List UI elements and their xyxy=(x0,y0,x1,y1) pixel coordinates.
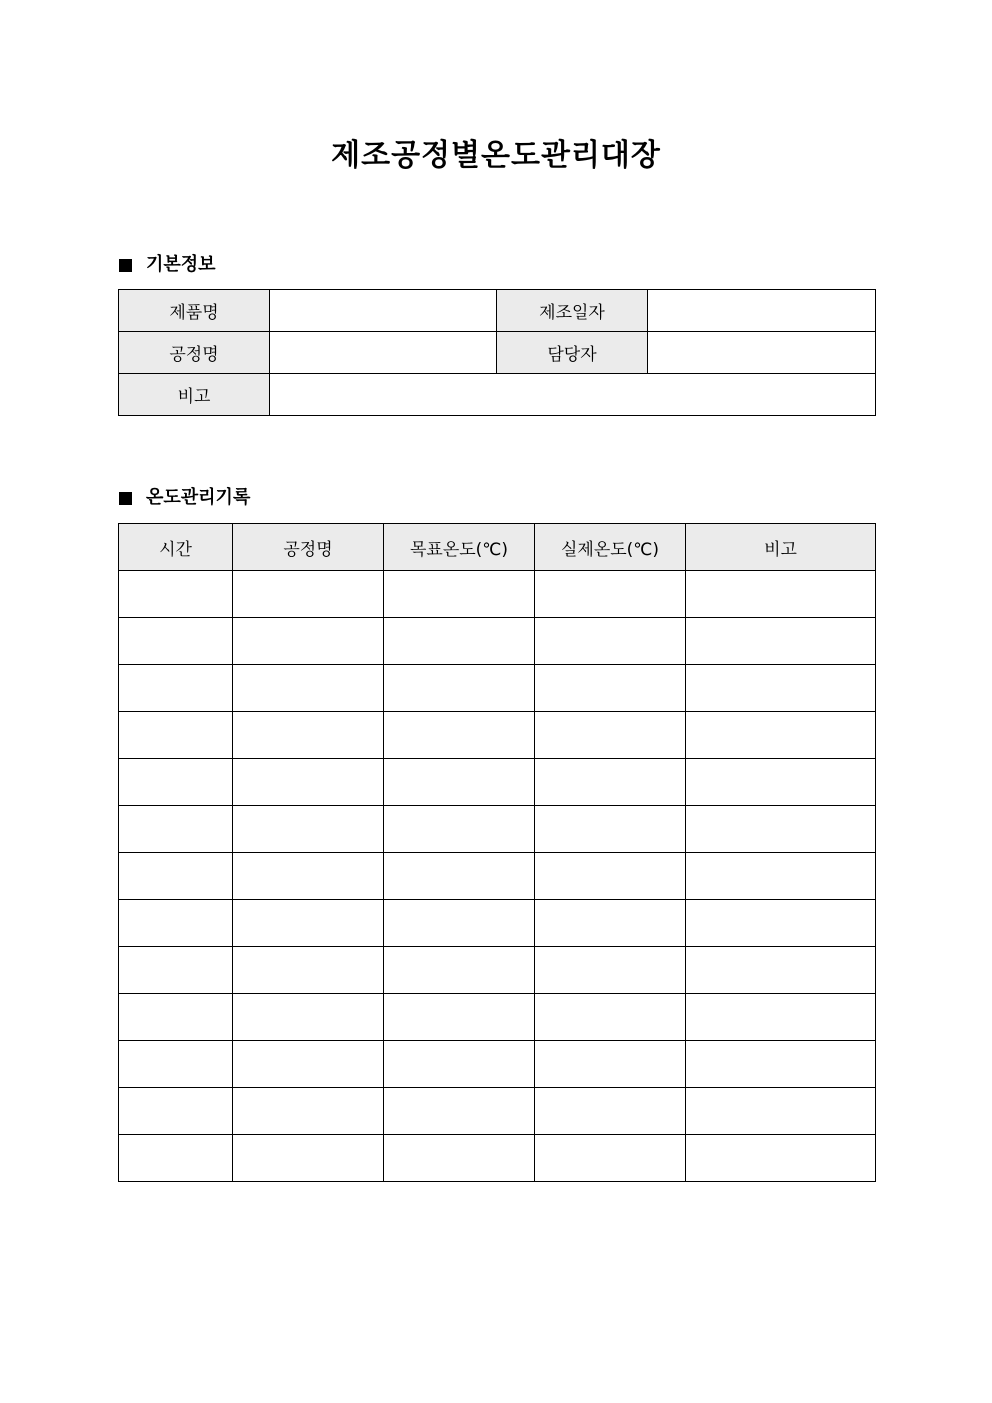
process-name-cell[interactable] xyxy=(233,1135,384,1182)
process-name-cell[interactable] xyxy=(233,759,384,806)
table-row xyxy=(119,290,876,332)
remarks-cell[interactable] xyxy=(686,853,876,900)
process-name-cell[interactable] xyxy=(233,900,384,947)
time-cell[interactable] xyxy=(119,900,233,947)
process-name-cell[interactable] xyxy=(233,853,384,900)
table-row xyxy=(119,947,876,994)
manager-field[interactable] xyxy=(648,332,876,374)
manufacture-date-label: 제조일자 xyxy=(497,290,648,332)
target-temp-cell[interactable] xyxy=(384,759,535,806)
time-cell[interactable] xyxy=(119,571,233,618)
time-cell[interactable] xyxy=(119,1088,233,1135)
remarks-label: 비고 xyxy=(119,374,270,416)
table-row xyxy=(119,618,876,665)
table-row xyxy=(119,806,876,853)
process-name-cell[interactable] xyxy=(233,712,384,759)
process-name-cell[interactable] xyxy=(233,1041,384,1088)
time-cell[interactable] xyxy=(119,947,233,994)
manager-label: 담당자 xyxy=(497,332,648,374)
section-heading-basic-info xyxy=(119,253,216,277)
table-row xyxy=(119,1088,876,1135)
actual-temp-cell[interactable] xyxy=(535,759,686,806)
table-row xyxy=(119,994,876,1041)
remarks-cell[interactable] xyxy=(686,1088,876,1135)
remarks-cell[interactable] xyxy=(686,571,876,618)
remarks-cell[interactable] xyxy=(686,712,876,759)
process-name-label: 공정명 xyxy=(119,332,270,374)
time-cell[interactable] xyxy=(119,712,233,759)
column-header-process-name: 공정명 xyxy=(233,524,384,571)
target-temp-cell[interactable] xyxy=(384,947,535,994)
time-cell[interactable] xyxy=(119,1135,233,1182)
actual-temp-cell[interactable] xyxy=(535,806,686,853)
target-temp-cell[interactable] xyxy=(384,1135,535,1182)
process-name-cell[interactable] xyxy=(233,665,384,712)
product-name-label: 제품명 xyxy=(119,290,270,332)
column-header-time: 시간 xyxy=(119,524,233,571)
target-temp-cell[interactable] xyxy=(384,853,535,900)
time-cell[interactable] xyxy=(119,994,233,1041)
table-row xyxy=(119,1041,876,1088)
actual-temp-cell[interactable] xyxy=(535,900,686,947)
table-row xyxy=(119,1135,876,1182)
target-temp-cell[interactable] xyxy=(384,900,535,947)
column-header-remarks: 비고 xyxy=(686,524,876,571)
target-temp-cell[interactable] xyxy=(384,712,535,759)
square-bullet-icon xyxy=(119,259,132,272)
time-cell[interactable] xyxy=(119,759,233,806)
table-row xyxy=(119,571,876,618)
remarks-cell[interactable] xyxy=(686,1135,876,1182)
target-temp-cell[interactable] xyxy=(384,618,535,665)
basic-info-table xyxy=(118,289,876,416)
time-cell[interactable] xyxy=(119,665,233,712)
actual-temp-cell[interactable] xyxy=(535,1041,686,1088)
remarks-cell[interactable] xyxy=(686,994,876,1041)
actual-temp-cell[interactable] xyxy=(535,853,686,900)
target-temp-cell[interactable] xyxy=(384,1088,535,1135)
actual-temp-cell[interactable] xyxy=(535,1135,686,1182)
process-name-cell[interactable] xyxy=(233,618,384,665)
record-table-body xyxy=(119,571,876,1182)
table-row xyxy=(119,665,876,712)
actual-temp-cell[interactable] xyxy=(535,618,686,665)
actual-temp-cell[interactable] xyxy=(535,665,686,712)
actual-temp-cell[interactable] xyxy=(535,994,686,1041)
remarks-cell[interactable] xyxy=(686,759,876,806)
time-cell[interactable] xyxy=(119,853,233,900)
process-name-cell[interactable] xyxy=(233,947,384,994)
actual-temp-cell[interactable] xyxy=(535,571,686,618)
remarks-cell[interactable] xyxy=(686,665,876,712)
remarks-cell[interactable] xyxy=(686,806,876,853)
remarks-cell[interactable] xyxy=(686,947,876,994)
table-row xyxy=(119,759,876,806)
remarks-cell[interactable] xyxy=(686,618,876,665)
table-row xyxy=(119,712,876,759)
remarks-field[interactable] xyxy=(270,374,876,416)
table-row xyxy=(119,900,876,947)
page-title: 제조공정별온도관리대장 xyxy=(331,138,661,173)
table-row xyxy=(119,374,876,416)
section-heading-label: 기본정보 xyxy=(146,254,216,275)
process-name-cell[interactable] xyxy=(233,806,384,853)
process-name-cell[interactable] xyxy=(233,571,384,618)
table-row xyxy=(119,332,876,374)
target-temp-cell[interactable] xyxy=(384,806,535,853)
remarks-cell[interactable] xyxy=(686,1041,876,1088)
process-name-field[interactable] xyxy=(270,332,497,374)
time-cell[interactable] xyxy=(119,618,233,665)
manufacture-date-field[interactable] xyxy=(648,290,876,332)
square-bullet-icon xyxy=(119,492,132,505)
section-heading-temperature-record xyxy=(119,486,250,510)
target-temp-cell[interactable] xyxy=(384,994,535,1041)
actual-temp-cell[interactable] xyxy=(535,1088,686,1135)
time-cell[interactable] xyxy=(119,1041,233,1088)
remarks-cell[interactable] xyxy=(686,900,876,947)
process-name-cell[interactable] xyxy=(233,994,384,1041)
temperature-record-table xyxy=(118,523,876,1182)
column-header-target-temp: 목표온도(℃) xyxy=(384,524,535,571)
target-temp-cell[interactable] xyxy=(384,571,535,618)
time-cell[interactable] xyxy=(119,806,233,853)
product-name-field[interactable] xyxy=(270,290,497,332)
target-temp-cell[interactable] xyxy=(384,665,535,712)
table-row xyxy=(119,853,876,900)
section-heading-label: 온도관리기록 xyxy=(146,487,251,508)
target-temp-cell[interactable] xyxy=(384,1041,535,1088)
column-header-actual-temp: 실제온도(℃) xyxy=(535,524,686,571)
actual-temp-cell[interactable] xyxy=(535,947,686,994)
process-name-cell[interactable] xyxy=(233,1088,384,1135)
actual-temp-cell[interactable] xyxy=(535,712,686,759)
table-header-row xyxy=(119,524,876,571)
